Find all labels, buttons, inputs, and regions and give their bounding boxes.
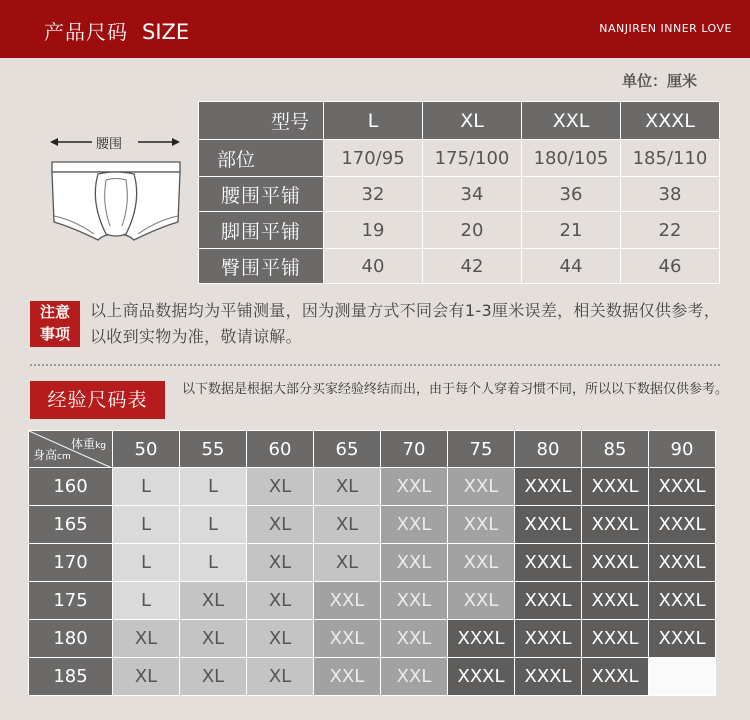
- size-cell: XXXL: [649, 582, 716, 620]
- notice-badge-line1: 注意: [39, 303, 70, 321]
- weight-header: 75: [448, 431, 515, 468]
- weight-header: 85: [582, 431, 649, 468]
- row-label-leg: 脚围平铺: [199, 212, 324, 249]
- size-cell: XL: [247, 506, 314, 544]
- size-cell: L: [113, 506, 180, 544]
- size-table: [198, 101, 720, 284]
- value-cell: 21: [522, 212, 621, 249]
- weight-header: 65: [314, 431, 381, 468]
- value-cell: 32: [324, 177, 423, 212]
- size-cell: XL: [314, 544, 381, 582]
- size-header: XL: [423, 102, 522, 140]
- notice-badge-line2: 事项: [39, 325, 70, 343]
- size-cell: XXXL: [582, 544, 649, 582]
- size-cell: XXL: [448, 582, 515, 620]
- height-header: 165: [29, 506, 113, 544]
- size-cell: XXL: [381, 620, 448, 658]
- header-bar: [0, 0, 750, 58]
- size-cell: XXXL: [448, 620, 515, 658]
- waist-label: 腰围: [96, 137, 123, 152]
- size-cell: XXL: [314, 582, 381, 620]
- spec-cell: 185/110: [621, 140, 720, 177]
- value-cell: 19: [324, 212, 423, 249]
- notice-badge: [30, 301, 80, 347]
- size-cell: XL: [314, 468, 381, 506]
- size-cell: L: [180, 506, 247, 544]
- size-cell: XXL: [314, 658, 381, 696]
- weight-header: 90: [649, 431, 716, 468]
- value-cell: 42: [423, 249, 522, 284]
- value-cell: 38: [621, 177, 720, 212]
- row-label-waist: 腰围平铺: [199, 177, 324, 212]
- size-cell: XXXL: [448, 658, 515, 696]
- height-header: 175: [29, 582, 113, 620]
- size-cell: XXXL: [582, 468, 649, 506]
- size-cell: XXXL: [515, 506, 582, 544]
- size-cell: XL: [180, 620, 247, 658]
- size-cell: XXL: [381, 506, 448, 544]
- size-cell: XL: [247, 658, 314, 696]
- spec-cell: 175/100: [423, 140, 522, 177]
- size-cell: XL: [247, 468, 314, 506]
- size-cell: L: [180, 544, 247, 582]
- weight-header: 55: [180, 431, 247, 468]
- divider: [30, 364, 720, 366]
- table-row: [29, 544, 716, 582]
- row-label-hip: 臀围平铺: [199, 249, 324, 284]
- value-cell: 40: [324, 249, 423, 284]
- size-cell: XXXL: [515, 658, 582, 696]
- size-cell: XXL: [448, 468, 515, 506]
- value-cell: 36: [522, 177, 621, 212]
- weight-header: 80: [515, 431, 582, 468]
- weight-header: 60: [247, 431, 314, 468]
- size-header: XXL: [522, 102, 621, 140]
- size-cell: XXXL: [582, 582, 649, 620]
- size-cell: XXXL: [582, 506, 649, 544]
- value-cell: 46: [621, 249, 720, 284]
- value-cell: 44: [522, 249, 621, 284]
- spec-cell: 180/105: [522, 140, 621, 177]
- spec-cell: 170/95: [324, 140, 423, 177]
- size-cell: XXL: [381, 658, 448, 696]
- size-cell: XXL: [381, 468, 448, 506]
- value-cell: 22: [621, 212, 720, 249]
- value-cell: 20: [423, 212, 522, 249]
- size-cell: XL: [247, 582, 314, 620]
- height-header: 180: [29, 620, 113, 658]
- height-header: 160: [29, 468, 113, 506]
- weight-header: 70: [381, 431, 448, 468]
- title-en: SIZE: [142, 20, 190, 44]
- height-axis-label: 身高cm: [33, 448, 71, 462]
- size-cell: L: [180, 468, 247, 506]
- size-table-corner-top: 型号: [199, 102, 324, 140]
- value-cell: 34: [423, 177, 522, 212]
- size-cell: XXXL: [515, 544, 582, 582]
- table-row: [29, 658, 716, 696]
- experience-table: [28, 430, 716, 696]
- table-row: [29, 582, 716, 620]
- size-cell: XXXL: [649, 468, 716, 506]
- size-cell: XXXL: [515, 468, 582, 506]
- weight-header: 50: [113, 431, 180, 468]
- brand-name: NANJIREN INNER LOVE: [599, 22, 732, 35]
- page-title: [44, 16, 189, 45]
- size-cell: XXL: [314, 620, 381, 658]
- size-cell: L: [113, 468, 180, 506]
- experience-badge: 经验尺码表: [30, 381, 165, 419]
- experience-note: 以下数据是根据大部分买家经验终结而出，由于每个人穿着习惯不同，所以以下数据仅供参考。: [182, 382, 729, 397]
- weight-axis-label: 体重kg: [71, 437, 106, 451]
- size-cell: XXL: [381, 544, 448, 582]
- height-header: 185: [29, 658, 113, 696]
- size-header: XXXL: [621, 102, 720, 140]
- size-cell: XL: [113, 658, 180, 696]
- size-cell: XXXL: [515, 582, 582, 620]
- size-cell: XXL: [448, 544, 515, 582]
- size-cell: XL: [180, 582, 247, 620]
- unit-label: 单位：厘米: [622, 72, 698, 90]
- title-cn: 产品尺码: [44, 20, 128, 44]
- size-cell: L: [113, 582, 180, 620]
- size-cell: L: [113, 544, 180, 582]
- table-row: [29, 506, 716, 544]
- height-header: 170: [29, 544, 113, 582]
- size-cell: XXXL: [649, 506, 716, 544]
- size-cell: XL: [180, 658, 247, 696]
- size-cell: XL: [247, 620, 314, 658]
- size-cell: XL: [314, 506, 381, 544]
- experience-corner: [29, 431, 113, 468]
- size-cell: XL: [247, 544, 314, 582]
- size-cell: XXXL: [649, 544, 716, 582]
- table-row: [29, 620, 716, 658]
- size-cell: XXXL: [649, 620, 716, 658]
- size-table-corner-bottom: 部位: [199, 140, 324, 177]
- size-cell: XXL: [381, 582, 448, 620]
- size-cell: [649, 658, 716, 696]
- size-cell: XXXL: [582, 620, 649, 658]
- notice-text: 以上商品数据均为平铺测量，因为测量方式不同会有1-3厘米误差，相关数据仅供参考，以收到实物为准，敬请谅解。: [90, 301, 721, 346]
- size-cell: XXXL: [515, 620, 582, 658]
- size-cell: XXL: [448, 506, 515, 544]
- table-row: [29, 468, 716, 506]
- size-cell: XXXL: [582, 658, 649, 696]
- size-cell: XL: [113, 620, 180, 658]
- size-header: L: [324, 102, 423, 140]
